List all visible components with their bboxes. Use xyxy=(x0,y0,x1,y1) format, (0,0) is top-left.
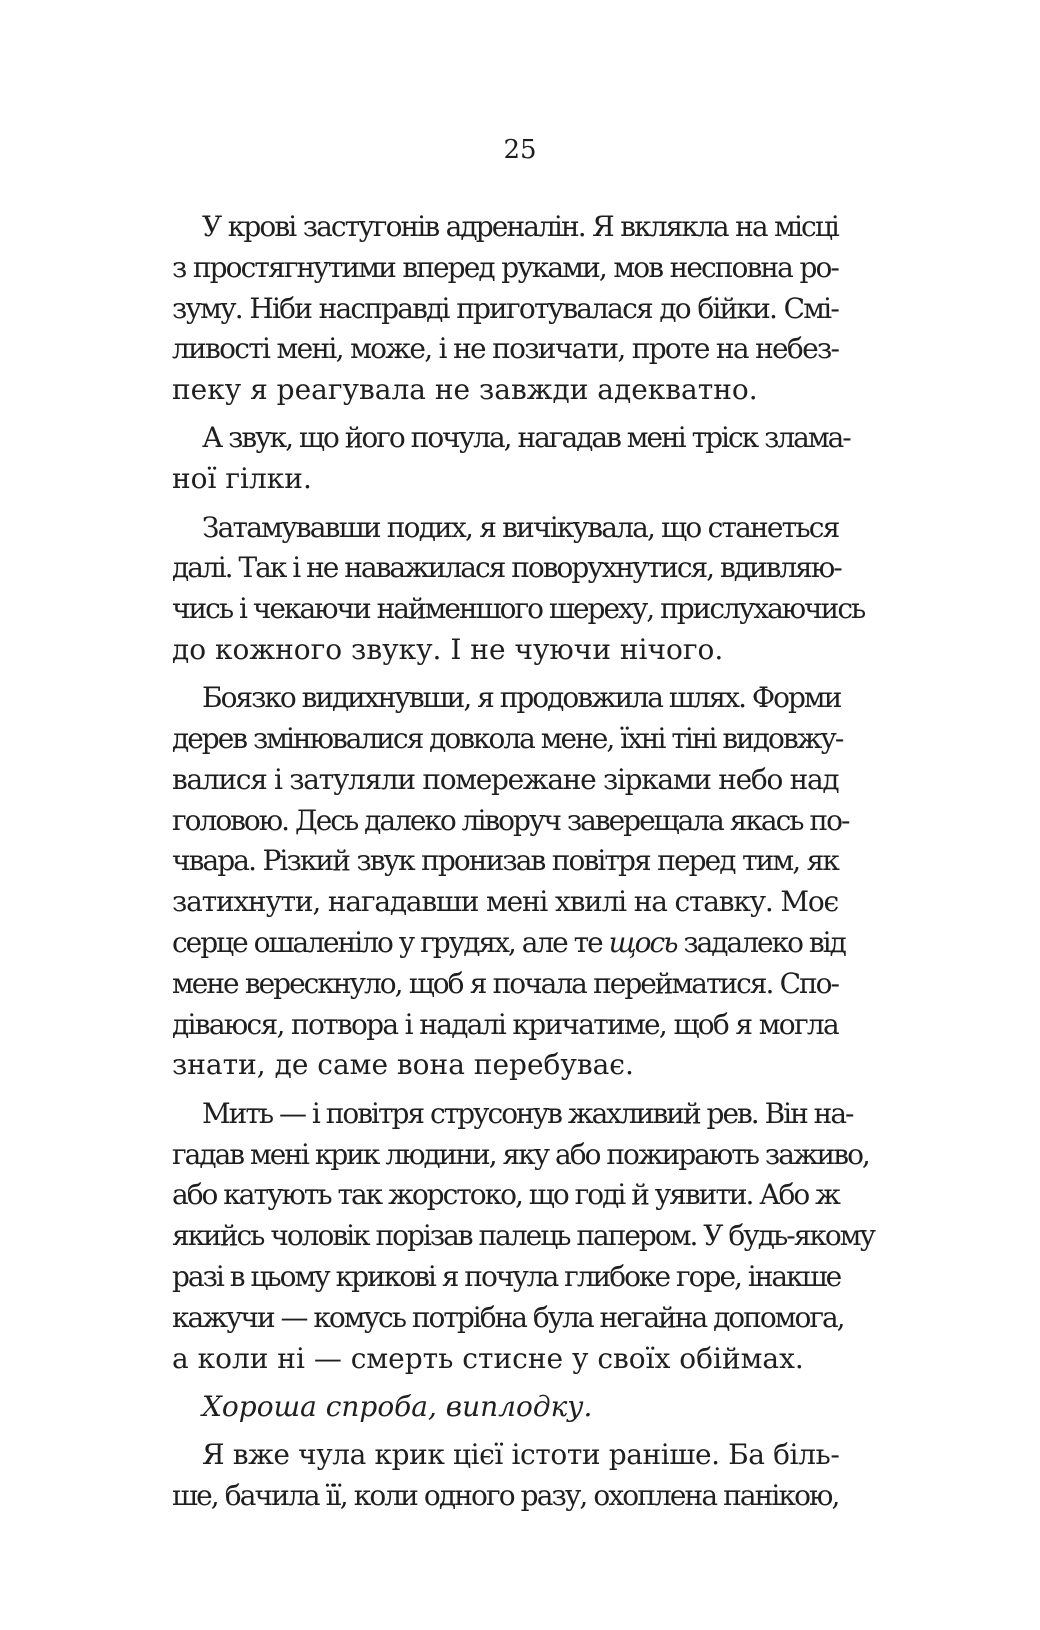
page-number: 25 xyxy=(503,135,537,165)
text-line: зуму. Ніби насправді приготувалася до бійки. Смі- xyxy=(172,291,838,325)
text-line: пеку я реагувала не завжди адекватно. xyxy=(172,373,758,407)
text-line: знати, де саме вона перебуває. xyxy=(172,1048,634,1082)
text-segment: серце ошаленіло у грудях, але те xyxy=(172,926,602,960)
paragraph-2 xyxy=(172,418,850,500)
text-line: У крові застугонів адреналін. Я вклякла на місці xyxy=(202,210,838,243)
text-line: до кожного звуку. І не чуючи нічого. xyxy=(172,632,724,666)
text-line: чвара. Різкий звук пронизав повітря перед тим, як xyxy=(172,844,838,878)
text-line: дерев змінювалися довкола мене, їхні тіні видовжу- xyxy=(172,722,843,756)
text-line: головою. Десь далеко ліворуч заверещала якась по- xyxy=(172,803,849,837)
paragraph-5 xyxy=(172,1094,874,1380)
paragraph-4 xyxy=(172,678,849,1086)
text-segment: задалеко від xyxy=(683,926,845,960)
text-line: чись і чекаючи найменшого шереху, прислухаючись xyxy=(172,592,865,626)
text-line-with-emphasis xyxy=(172,923,845,964)
paragraph-7 xyxy=(172,1435,838,1517)
text-line: А звук, що його почула, нагадав мені тріск злама- xyxy=(202,421,850,455)
paragraph-6 xyxy=(172,1387,838,1428)
text-line: а коли ні — смерть стисне у своїх обіймах. xyxy=(172,1341,804,1375)
text-line: ної гілки. xyxy=(172,462,312,496)
text-line: разі в цьому крикові я почула глибоке горе, інакше xyxy=(172,1259,841,1293)
text-line: ше, бачила її, коли одного разу, охоплена панікою, xyxy=(172,1478,839,1512)
emphasis-word: щось xyxy=(608,926,677,960)
text-line: гадав мені крик людини, яку або пожирають заживо, xyxy=(172,1137,869,1171)
text-line: якийсь чоловік порізав палець папером. У будь-якому xyxy=(172,1219,874,1253)
text-line: далі. Так і не наважилася поворухнутися, вдивляю- xyxy=(172,551,841,585)
text-line: Я вже чула крик цієї істоти раніше. Ба біль- xyxy=(202,1438,840,1472)
text-line: діваюся, потвора і надалі кричатиме, щоб я могла xyxy=(172,1007,838,1041)
text-line: ливості мені, може, і не позичати, проте на небез- xyxy=(172,332,839,366)
text-line: або катують так жорстоко, що годі й уявити. Або ж xyxy=(172,1178,839,1212)
paragraph-1 xyxy=(172,207,838,411)
text-line: з простягнутими вперед руками, мов несповна ро- xyxy=(172,250,838,284)
text-line: мене верескнуло, щоб я почала перейматися. Спо- xyxy=(172,966,838,1000)
text-line: Затамувавши подих, я вичікувала, що станеться xyxy=(202,510,839,544)
paragraph-3 xyxy=(172,508,865,671)
body-text xyxy=(172,207,874,1524)
text-line: валися і затуляли помережане зірками небо над xyxy=(172,762,839,796)
italic-thought-line: Хороша спроба, виплодку. xyxy=(202,1389,593,1423)
text-line: Мить — і повітря струсонув жахливий рев. Він на- xyxy=(202,1096,853,1130)
text-line: Боязко видихнувши, я продовжила шлях. Форми xyxy=(202,681,841,715)
text-line: кажучи — комусь потрібна була негайна допомога, xyxy=(172,1300,844,1334)
text-line: затихнути, нагадавши мені хвилі на ставку. Моє xyxy=(172,885,838,919)
